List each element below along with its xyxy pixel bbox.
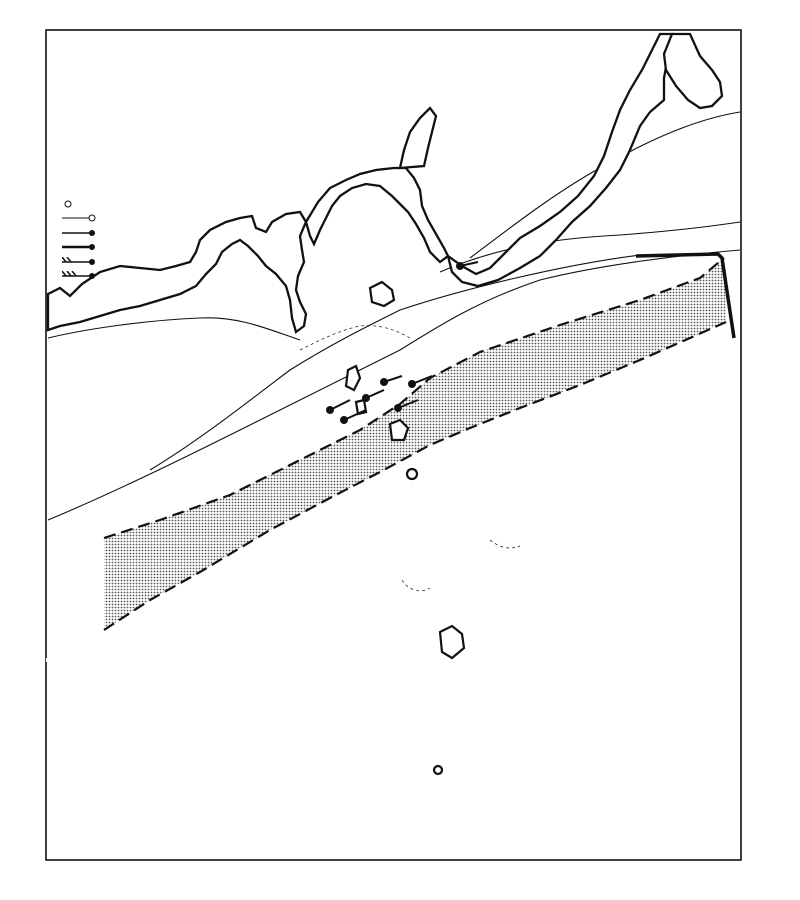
legend-symbol-3 (62, 242, 98, 252)
legend-symbol-2 (62, 228, 98, 238)
report-date (256, 96, 286, 121)
island-niijima (346, 366, 360, 390)
report-title (228, 48, 246, 74)
legend-symbol-4 (62, 257, 98, 267)
island-oshima (370, 282, 394, 306)
legend-symbol-5 (62, 271, 98, 281)
islands (346, 282, 464, 774)
legend-title (62, 182, 98, 197)
issuer-block (62, 102, 124, 166)
current-speed-legend (62, 182, 98, 284)
sea-condition-note (46, 658, 308, 662)
legend-symbol-calm (62, 199, 98, 209)
island-mikurajima (407, 469, 417, 479)
legend-symbol-1 (62, 213, 98, 223)
island-aogashima (434, 766, 442, 774)
island-hachijojima (440, 626, 464, 658)
